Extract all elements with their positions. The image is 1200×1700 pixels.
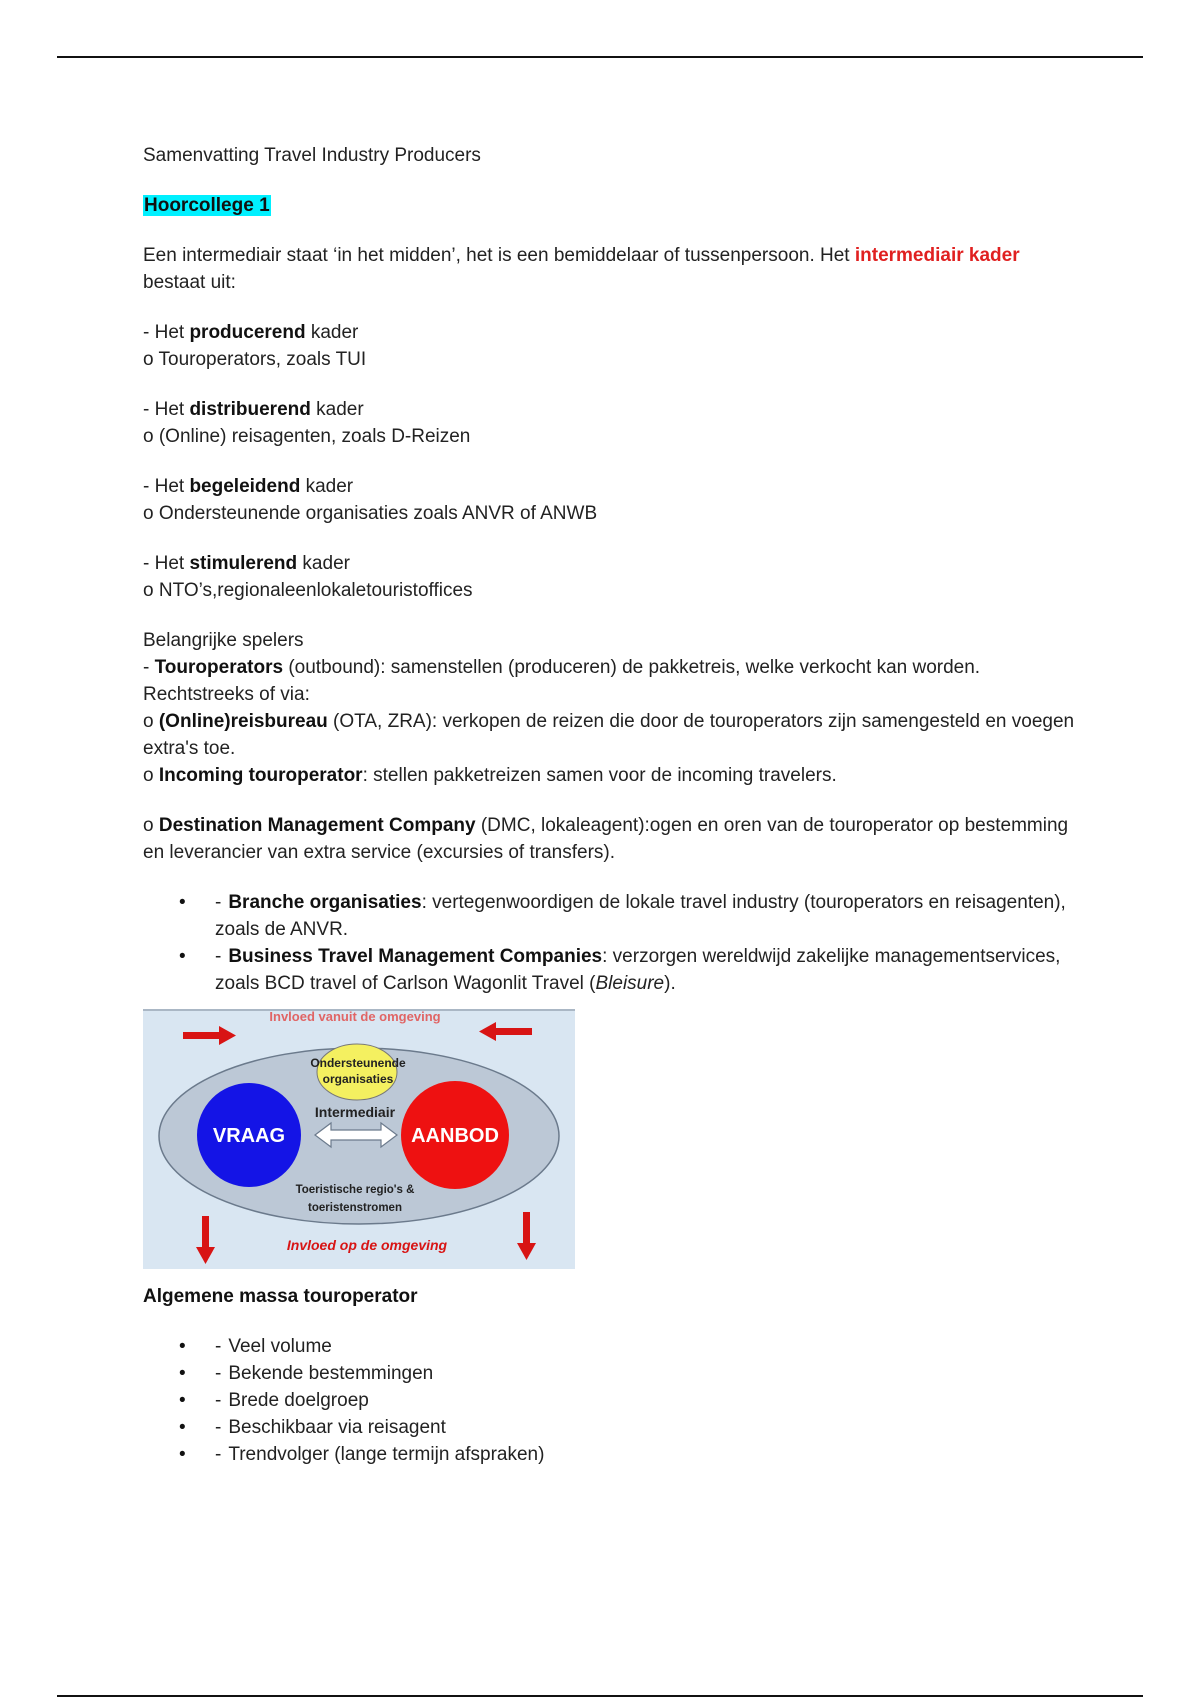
frame-prefix: - Het <box>143 399 190 420</box>
players-direct: Rechtstreeks of via: <box>143 684 310 705</box>
frame-prefix: - Het <box>143 476 190 497</box>
list-item <box>179 889 1083 943</box>
list-item <box>179 1441 1083 1468</box>
list-item <box>179 1360 1083 1387</box>
document-body <box>143 142 1083 1468</box>
frame-producerend <box>143 319 1083 346</box>
diagram-svg <box>143 1009 575 1269</box>
item-dash: - <box>215 1390 222 1411</box>
diagram-bottom-label: Invloed op de omgeving <box>286 1237 448 1253</box>
list-item <box>179 1387 1083 1414</box>
item-text: Trendvolger (lange termijn afspraken) <box>228 1444 545 1465</box>
intro-text-1: Een intermediair staat ‘in het midden’, het is een bemiddelaar of tussenpersoon. Het <box>143 245 855 266</box>
support-label-line1: Ondersteunende <box>310 1056 406 1070</box>
players-heading: Belangrijke spelers <box>143 630 304 651</box>
item-bold: Branche organisaties <box>228 892 422 913</box>
frame-example: o Ondersteunende organisaties zoals ANVR of ANWB <box>143 503 598 524</box>
players-touroperators <box>143 654 1083 681</box>
item-end: ). <box>664 973 676 994</box>
item-dash: - <box>215 1444 222 1465</box>
item-prefix: - <box>143 657 155 678</box>
list-item <box>179 1333 1083 1360</box>
frame-begeleidend <box>143 473 1083 500</box>
players-incoming <box>143 762 1083 789</box>
frame-prefix: - Het <box>143 322 190 343</box>
item-text: (DMC, lokaleagent):ogen en oren van de touroperator op bestemming en leverancier van extra service (excursies of transfers). <box>143 815 1069 863</box>
item-bold: Incoming touroperator <box>158 765 363 786</box>
diagram-top-label: Invloed vanuit de omgeving <box>269 1009 441 1024</box>
players-reisbureau <box>143 708 1083 762</box>
header-rule <box>57 56 1143 58</box>
footer-rule <box>57 1695 1143 1697</box>
item-dash: - <box>215 1363 222 1384</box>
lecture-heading <box>143 192 1083 219</box>
item-text: Veel volume <box>228 1336 332 1357</box>
frame-stimulerend <box>143 550 1083 577</box>
intro-text-2: bestaat uit: <box>143 272 236 293</box>
mass-operator-list <box>143 1333 1083 1468</box>
item-text: Brede doelgroep <box>228 1390 369 1411</box>
list-item <box>179 943 1083 997</box>
item-bold: Destination Management Company <box>158 815 476 836</box>
frame-bold: distribuerend <box>189 399 311 420</box>
players-dmc <box>143 812 1083 866</box>
item-text: : stellen pakketreizen samen voor de incoming travelers. <box>362 765 837 786</box>
item-bold: Touroperators <box>154 657 284 678</box>
intro-paragraph <box>143 242 1083 296</box>
organisation-list <box>143 889 1083 997</box>
item-text: : verzorgen wereldwijd zakelijke managementservices, zoals BCD travel of Carlson Wagonlit Travel ( <box>215 946 1061 994</box>
intermediary-diagram <box>143 1009 575 1269</box>
item-italic: Bleisure <box>595 973 665 994</box>
frame-bold: begeleidend <box>189 476 301 497</box>
frame-suffix: kader <box>300 476 354 497</box>
list-item <box>179 1414 1083 1441</box>
frame-prefix: - Het <box>143 553 190 574</box>
frame-example: o (Online) reisagenten, zoals D-Reizen <box>143 426 471 447</box>
mass-operator-heading <box>143 1283 1083 1310</box>
mass-operator-heading-text: Algemene massa touroperator <box>143 1286 418 1307</box>
intermediary-label: Intermediair <box>314 1104 396 1120</box>
frame-bold: stimulerend <box>189 553 298 574</box>
frame-suffix: kader <box>297 553 350 574</box>
frame-example: o Touroperators, zoals TUI <box>143 349 367 370</box>
demand-label: VRAAG <box>212 1125 286 1147</box>
item-dash: - <box>215 946 222 967</box>
item-text: Beschikbaar via reisagent <box>228 1417 446 1438</box>
regions-label-line2: toeristenstromen <box>308 1202 402 1214</box>
support-label-line2: organisaties <box>322 1072 394 1086</box>
item-dash: - <box>215 1336 222 1357</box>
item-prefix: o <box>143 765 159 786</box>
item-prefix: o <box>143 711 159 732</box>
lecture-heading-highlight: Hoorcollege 1 <box>144 195 270 216</box>
frame-suffix: kader <box>310 399 364 420</box>
frame-example: o NTO’s,regionaleenlokaletouristoffices <box>143 580 473 601</box>
frame-suffix: kader <box>305 322 359 343</box>
document-title: Samenvatting Travel Industry Producers <box>143 145 481 166</box>
item-text: (OTA, ZRA): verkopen de reizen die door de touroperators zijn samengesteld en voegen extra's toe. <box>143 711 1075 759</box>
supply-label: AANBOD <box>411 1125 499 1147</box>
item-dash: - <box>215 1417 222 1438</box>
item-bold: (Online)reisbureau <box>158 711 328 732</box>
item-text: : vertegenwoordigen de lokale travel industry (touroperators en reisagenten), zoals de ANVR. <box>215 892 1066 940</box>
item-dash: - <box>215 892 222 913</box>
item-bold: Business Travel Management Companies <box>228 946 603 967</box>
intro-highlight: intermediair kader <box>854 245 1020 266</box>
item-text: (outbound): samenstellen (produceren) de pakketreis, welke verkocht kan worden. <box>283 657 981 678</box>
frame-distribuerend <box>143 396 1083 423</box>
item-text: Bekende bestemmingen <box>228 1363 434 1384</box>
regions-label-line1: Toeristische regio's & <box>295 1184 415 1196</box>
frame-bold: producerend <box>189 322 306 343</box>
item-prefix: o <box>143 815 159 836</box>
